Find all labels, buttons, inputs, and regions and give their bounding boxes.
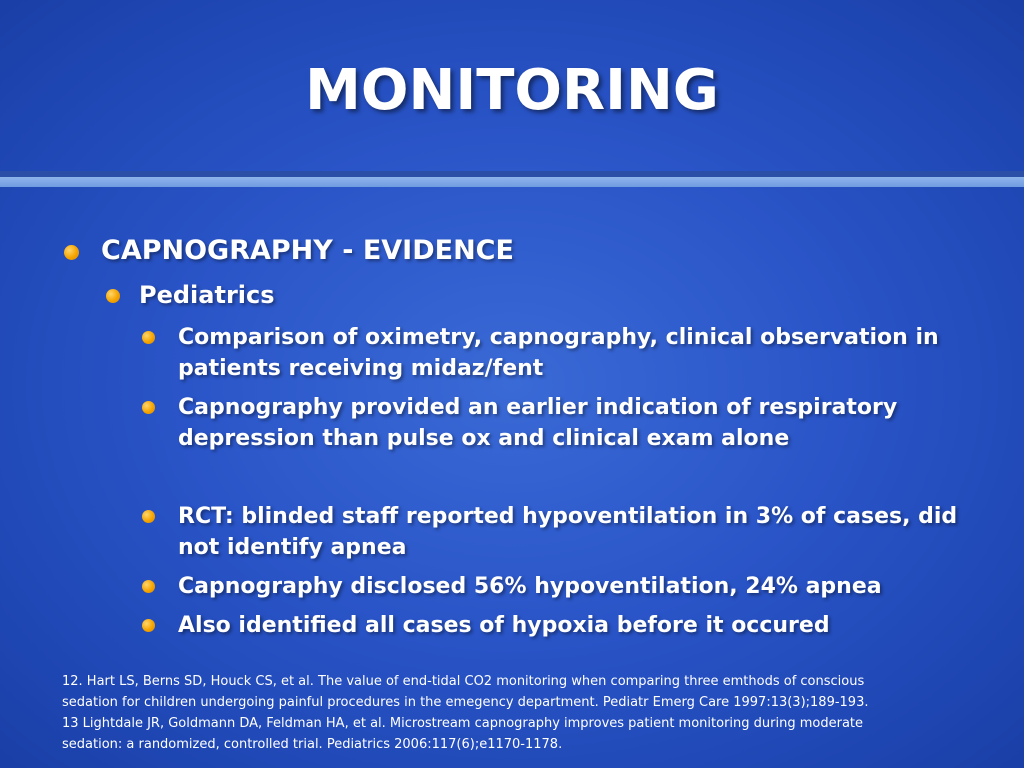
bullet-level3-item bbox=[178, 571, 882, 602]
bullet-dot-icon bbox=[142, 619, 155, 632]
bullet-dot-icon bbox=[142, 401, 155, 414]
reference-line: sedation: a randomized, controlled trial. Pediatrics 2006:117(6);e1170-1178. bbox=[62, 737, 563, 752]
bullet-line: depression than pulse ox and clinical exam alone bbox=[178, 426, 790, 451]
title-area bbox=[0, 0, 1024, 178]
bullet-level3-item bbox=[178, 610, 830, 641]
bullet-line: RCT: blinded staff reported hypoventilation in 3% of cases, did bbox=[178, 504, 958, 529]
references bbox=[62, 671, 962, 755]
bullet-level3-item bbox=[178, 501, 957, 563]
reference-line: 12. Hart LS, Berns SD, Houck CS, et al. The value of end-tidal CO2 monitoring when comparing three emthods of conscious bbox=[62, 674, 865, 689]
reference-line: 13 Lightdale JR, Goldmann DA, Feldman HA, et al. Microstream capnography improves patient monitoring during moderate bbox=[62, 716, 864, 731]
bullet-line: Capnography provided an earlier indication of respiratory bbox=[178, 395, 898, 420]
bullet-level3-item bbox=[178, 392, 897, 454]
bullet-level1: CAPNOGRAPHY - EVIDENCE bbox=[101, 235, 514, 266]
bullet-level2: Pediatrics bbox=[139, 281, 275, 309]
bullet-line: Also identified all cases of hypoxia before it occured bbox=[178, 613, 830, 638]
title-divider-light bbox=[0, 177, 1024, 187]
bullet-line: patients receiving midaz/fent bbox=[178, 356, 544, 381]
bullet-dot-icon bbox=[106, 289, 120, 303]
reference-line: sedation for children undergoing painful procedures in the emegency department. Pediatr Emerg Care 1997:13(3);189-193. bbox=[62, 695, 869, 710]
bullet-line: not identify apnea bbox=[178, 535, 407, 560]
bullet-level3-item bbox=[178, 322, 939, 384]
bullet-dot-icon bbox=[142, 331, 155, 344]
slide-title: MONITORING bbox=[305, 58, 719, 123]
bullet-dot-icon bbox=[64, 245, 79, 260]
bullet-line: Comparison of oximetry, capnography, clinical observation in bbox=[178, 325, 939, 350]
bullet-dot-icon bbox=[142, 510, 155, 523]
bullet-line: Capnography disclosed 56% hypoventilation, 24% apnea bbox=[178, 574, 882, 599]
bullet-dot-icon bbox=[142, 580, 155, 593]
